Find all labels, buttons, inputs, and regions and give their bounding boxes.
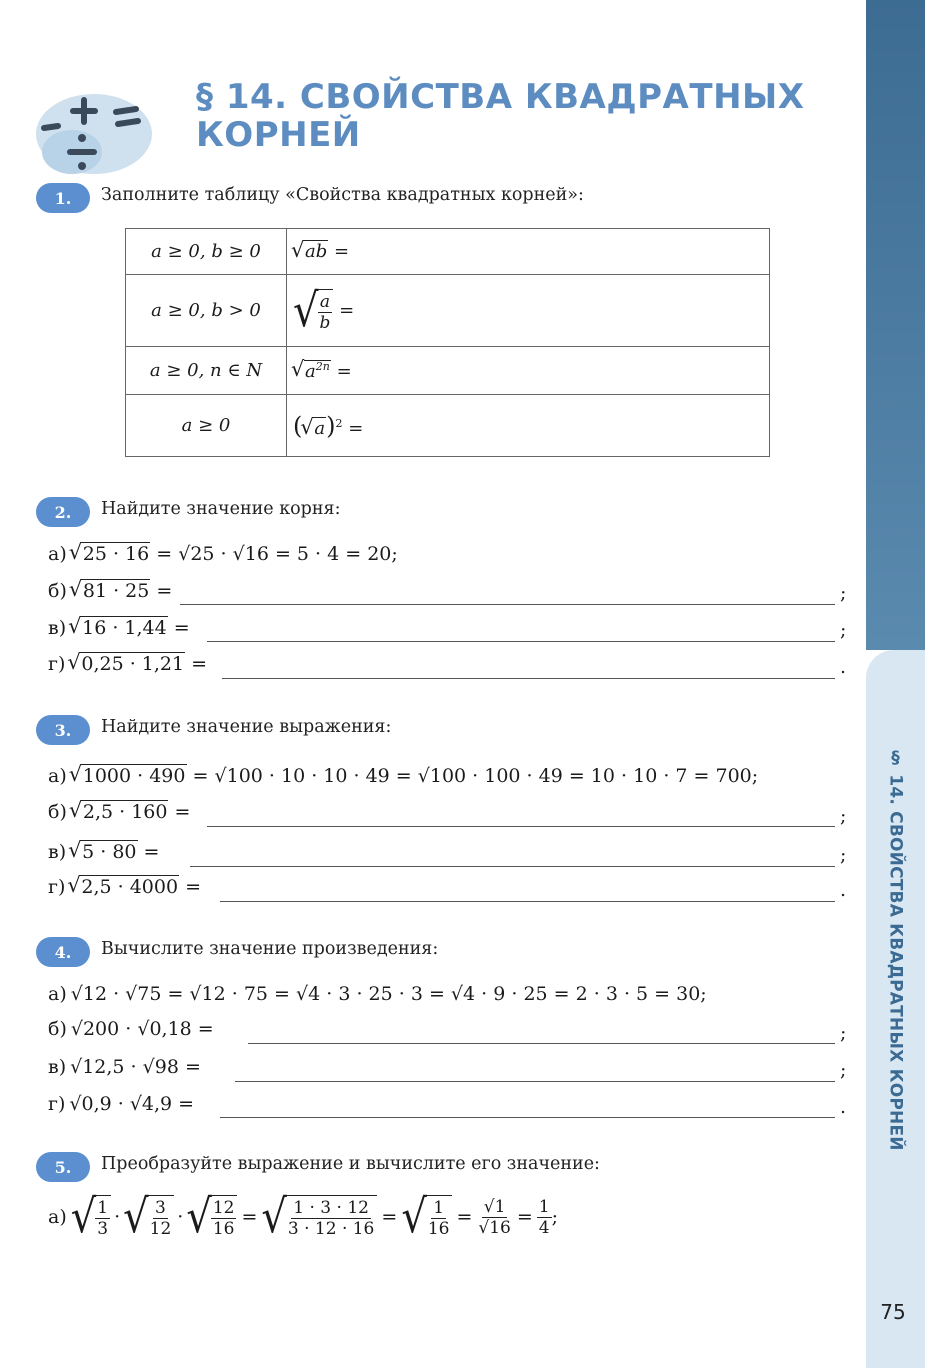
task3-item-a: а)√ 1000 · 490 = √100 · 10 · 10 · 49 = √100 · 100 · 49 = 10 · 10 · 7 = 700; <box>48 765 758 787</box>
table-row <box>126 347 770 395</box>
fraction-numerator: a <box>319 291 331 312</box>
task4-item-d: г) √0,9 · √4,9 = <box>48 1093 195 1115</box>
equals-sign: = <box>339 299 355 321</box>
answer-line[interactable] <box>248 1043 835 1044</box>
task4-prompt: Вычислите значение произведения: <box>101 939 439 959</box>
line-end-punct: ; <box>840 844 847 866</box>
task2-item-b: б)√ 81 · 25 = <box>48 580 172 602</box>
task2-badge: 2. <box>36 497 90 527</box>
properties-table <box>125 228 770 457</box>
answer-line[interactable] <box>220 901 835 902</box>
table-row <box>126 395 770 457</box>
task2-item-c: в)√ 16 · 1,44 = <box>48 617 190 639</box>
table-cell-condition: a ≥ 0 <box>126 395 287 457</box>
table-row <box>126 229 770 275</box>
table-cell-condition: a ≥ 0, b ≥ 0 <box>126 229 287 275</box>
task2-item-d: г)√ 0,25 · 1,21 = <box>48 653 207 675</box>
page-number: 75 <box>880 1300 906 1324</box>
radicand: ab <box>305 241 328 262</box>
radicand: a <box>314 417 326 439</box>
table-cell-condition: a ≥ 0, b > 0 <box>126 275 287 347</box>
side-section-title: § 14. СВОЙСТВА КВАДРАТНЫХ КОРНЕЙ <box>885 748 906 1151</box>
equals-sign: = <box>348 417 364 439</box>
page-title-line1: § 14. СВОЙСТВА КВАДРАТНЫХ <box>196 77 805 117</box>
task4-item-c: в) √12,5 · √98 = <box>48 1056 201 1078</box>
answer-line[interactable] <box>207 641 835 642</box>
base: a <box>305 360 316 382</box>
line-end-punct: ; <box>840 619 847 641</box>
task2-prompt: Найдите значение корня: <box>101 499 341 519</box>
task4-item-a: а) √12 · √75 = √12 · 75 = √4 · 3 · 25 · 3 = √4 · 9 · 25 = 2 · 3 · 5 = 30; <box>48 983 707 1005</box>
task1-badge: 1. <box>36 183 90 213</box>
page-title-line2: КОРНЕЙ <box>196 115 361 155</box>
line-end-punct: . <box>840 879 847 901</box>
line-end-punct: . <box>840 1096 847 1118</box>
line-end-punct: ; <box>840 582 847 604</box>
answer-line[interactable] <box>190 866 835 867</box>
task3-item-b: б)√ 2,5 · 160 = <box>48 801 190 823</box>
equals-sign: = <box>334 241 350 262</box>
math-operations-icon <box>32 82 157 192</box>
task5-prompt: Преобразуйте выражение и вычислите его значение: <box>101 1154 600 1174</box>
equals-sign: = <box>336 360 352 382</box>
answer-line[interactable] <box>235 1081 835 1082</box>
task5-item-a: а) √ $\frac{1}{3}$ · √ $\frac{3}{12}$ · √ $\frac{12}{16}$ = √ $\frac{1 \cdot 3 \cdot 12}{3 \cdot 12 \cdot 16}$ = √ $\frac{1}{16}$ = $\frac{√1}{√16}$ = $\frac{1}{4}$ ; <box>48 1190 558 1244</box>
task3-item-d: г)√ 2,5 · 4000 = <box>48 876 201 898</box>
line-end-punct: ; <box>840 805 847 827</box>
line-end-punct: ; <box>840 1059 847 1081</box>
table-cell-expression[interactable] <box>287 229 770 275</box>
task3-badge: 3. <box>36 715 90 745</box>
task4-item-b: б) √200 · √0,18 = <box>48 1018 214 1040</box>
fraction-denominator: b <box>319 312 331 333</box>
page-title <box>196 78 804 154</box>
line-end-punct: . <box>840 656 847 678</box>
table-cell-expression[interactable] <box>287 347 770 395</box>
answer-line[interactable] <box>207 826 835 827</box>
table-cell-condition: a ≥ 0, n ∈ N <box>126 347 287 395</box>
task2-item-a: а)√ 25 · 16 = √25 · √16 = 5 · 4 = 20; <box>48 543 398 565</box>
table-cell-expression[interactable]: (√ a)$^2$ = <box>287 395 770 457</box>
task3-item-c: в)√ 5 · 80 = <box>48 841 159 863</box>
answer-line[interactable] <box>220 1117 835 1118</box>
line-end-punct: ; <box>840 1022 847 1044</box>
exponent: 2 <box>335 416 343 430</box>
task3-prompt: Найдите значение выражения: <box>101 717 392 737</box>
table-row <box>126 275 770 347</box>
task5-badge: 5. <box>36 1152 90 1182</box>
answer-line[interactable] <box>222 678 835 679</box>
answer-line[interactable] <box>180 604 835 605</box>
task4-badge: 4. <box>36 937 90 967</box>
side-strip-dark <box>866 0 925 650</box>
task1-prompt: Заполните таблицу «Свойства квадратных корней»: <box>101 185 584 205</box>
table-cell-expression[interactable]: √ $\frac{a}{b}$ = <box>287 275 770 347</box>
exponent: 2n <box>315 359 330 373</box>
